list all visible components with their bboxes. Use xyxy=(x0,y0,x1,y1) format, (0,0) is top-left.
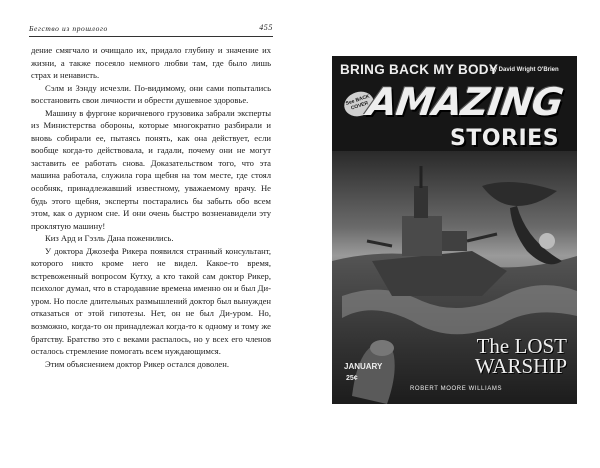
magazine-cover-illustration xyxy=(332,56,577,404)
paragraph: Киз Ард и Гэзль Дана поженились. xyxy=(45,233,174,244)
paragraph: Этим объяснением доктор Рикер остался доволен. xyxy=(45,358,229,369)
page-number: 455 xyxy=(259,23,273,32)
issue-price: 25¢ xyxy=(346,375,358,382)
story-title-line: WARSHIP xyxy=(474,354,567,378)
paragraph: дение смягчало и очищало их, придало глубину и значение их жизни, а также посеяло немного любви там, где было лишь страх и ненависть. xyxy=(31,45,271,81)
magazine-subtitle: STORIES xyxy=(450,126,560,151)
story-title-line: The LOST xyxy=(476,334,567,358)
issue-month: JANUARY xyxy=(344,362,383,371)
cover-badge: See BACK COVER xyxy=(341,88,377,120)
body-text xyxy=(31,44,271,370)
running-head-title: Бегство из прошлого xyxy=(29,24,108,33)
story-author: ROBERT MOORE WILLIAMS xyxy=(410,386,503,392)
magazine-masthead: AMAZING xyxy=(364,80,566,124)
paragraph: Машину в фургоне коричневого грузовика забрали эксперты из Министерства обороны, которые многократно разбирали и вновь собирали ее, пытаясь понять, как она действует, если вообще когда-то действовала, и гадали, почему они не могут заставить ее работать снова. Доказательством того, что эта машина работала, служила гора щебня на том месте, где стоял особняк, принадлежавший известному, уважаемому врачу. Не будь этого щебня, эксперты постарались бы забыть обо всем этом, как о дурном сне. И они очень быстро возненавидели эту проклятую машину! xyxy=(31,107,271,231)
paragraph: У доктора Джозефа Рикера появился странный консультант, которого никто кроме него не видел. Какое-то время, встревоженный вопросом Кутху, а кто такой сам доктор Рикер, психолог думал, что в стародавние времена именно он и был Ди-уром. Но после длительных размышлений доктор был вынужден отказаться от этой гипотезы. Нет, он не был Ди-уром. Но, возможно, когда-то он принадлежал когда-то к одному и тому же братству. Братство это с веками распалось, но у всех его членов осталось стремление помогать всем нуждающимся. xyxy=(31,245,271,357)
cover-byline: by David Wright O'Brien xyxy=(490,67,559,73)
cover-headline: BRING BACK MY BODY xyxy=(340,62,499,77)
story-title xyxy=(475,336,567,376)
paragraph: Сэлм и Зэнду исчезли. По-видимому, они сами попытались восстановить свои личности и обрести душевное здоровье. xyxy=(31,82,271,106)
running-head xyxy=(29,22,273,37)
